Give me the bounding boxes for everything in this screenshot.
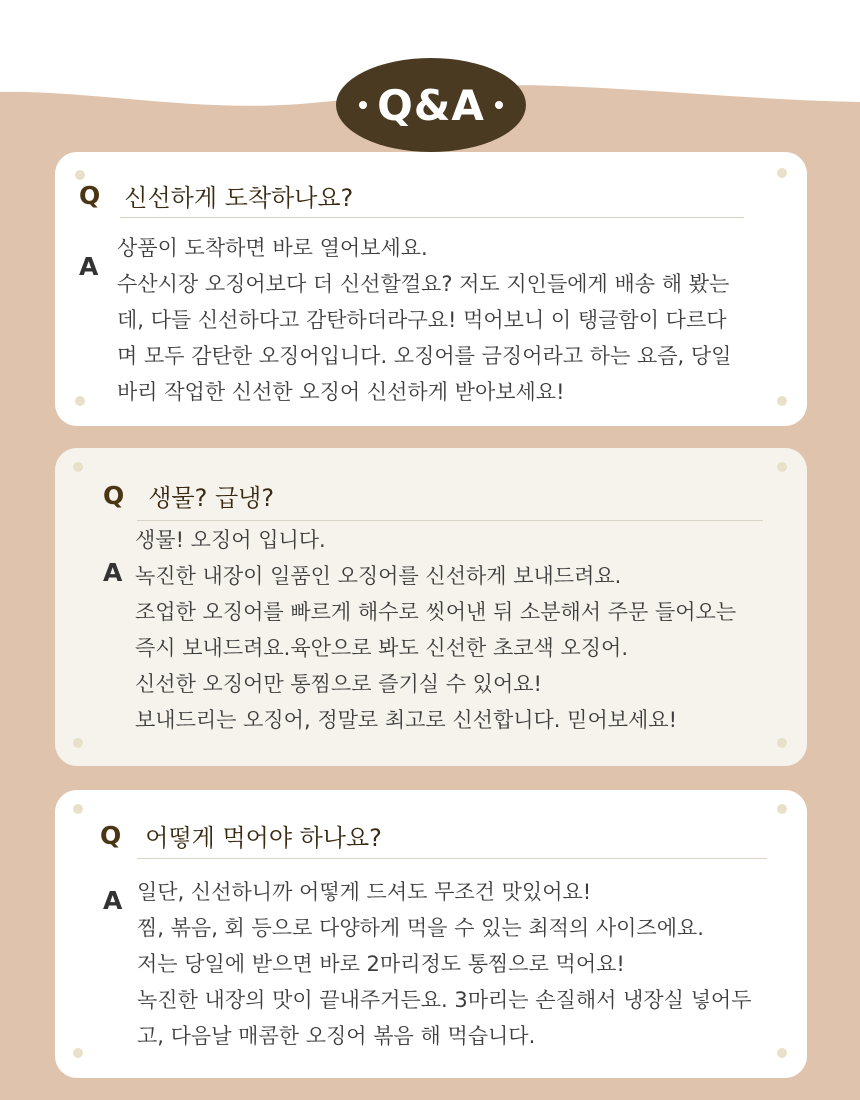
pin-dot [777,738,787,748]
pin-dot [777,804,787,814]
question-text: 어떻게 먹어야 하나요? [145,824,382,852]
question-text: 생물? 급냉? [148,484,275,512]
question-marker: Q [100,821,122,850]
answer-marker: A [103,886,123,915]
answer-line: 생물! 오징어 입니다. [135,528,326,552]
question-divider [137,858,767,859]
answer-line: 수산시장 오징어보다 더 신선할껄요? 저도 지인들에게 배송 해 봤는 [117,272,730,296]
answer-line: 데, 다들 신선하다고 감탄하더라구요! 먹어보니 이 탱글함이 다르다 [117,308,727,332]
question-row [79,178,353,213]
question-text: 신선하게 도착하나요? [124,184,354,212]
qa-card-1 [55,152,807,426]
pin-dot [75,396,85,406]
question-marker: Q [103,481,125,510]
answer-line: 즉시 보내드려요.육안으로 봐도 신선한 초코색 오징어. [135,636,629,660]
answer-text [117,230,731,410]
answer-line: 저는 당일에 받으면 바로 2마리정도 통찜으로 먹어요! [137,952,625,976]
qa-badge [336,58,526,152]
answer-line: 신선한 오징어만 통찜으로 즐기실 수 있어요! [135,672,542,696]
answer-line: 조업한 오징어를 빠르게 해수로 씻어낸 뒤 소분해서 주문 들어오는 [135,600,737,624]
answer-line: 녹진한 내장이 일품인 오징어를 신선하게 보내드려요. [135,564,622,588]
answer-line: 며 모두 감탄한 오징어입니다. 오징어를 금징어라고 하는 요즘, 당일 [117,344,732,368]
pin-dot [73,462,83,472]
pin-dot [777,168,787,178]
qa-badge-text: Q&A [377,80,485,130]
answer-line: 바리 작업한 신선한 오징어 신선하게 받아보세요! [117,380,565,404]
pin-dot [777,396,787,406]
answer-line: 찜, 볶음, 회 등으로 다양하게 먹을 수 있는 최적의 사이즈에요. [137,916,704,940]
pin-dot [777,462,787,472]
qa-card-3 [55,790,807,1078]
answer-marker: A [79,252,99,281]
pin-dot [73,1048,83,1058]
qa-card-2 [55,448,807,766]
question-row [103,478,274,513]
answer-line: 고, 다음날 매콤한 오징어 볶음 해 먹습니다. [137,1024,536,1048]
pin-dot [73,804,83,814]
answer-line: 상품이 도착하면 바로 열어보세요. [117,236,428,260]
answer-marker: A [103,558,123,587]
question-marker: Q [79,181,101,210]
pin-dot [73,738,83,748]
answer-line: 보내드리는 오징어, 정말로 최고로 신선합니다. 믿어보세요! [135,708,678,732]
pin-dot [777,1048,787,1058]
badge-dot-right [495,101,503,109]
answer-text [135,522,736,738]
question-row [100,818,382,853]
answer-line: 일단, 신선하니까 어떻게 드셔도 무조건 맛있어요! [137,880,592,904]
answer-line: 녹진한 내장의 맛이 끝내주거든요. 3마리는 손질해서 냉장실 넣어두 [137,988,752,1012]
badge-dot-left [359,101,367,109]
answer-text [137,874,751,1054]
question-divider [137,520,763,521]
question-divider [120,217,744,218]
